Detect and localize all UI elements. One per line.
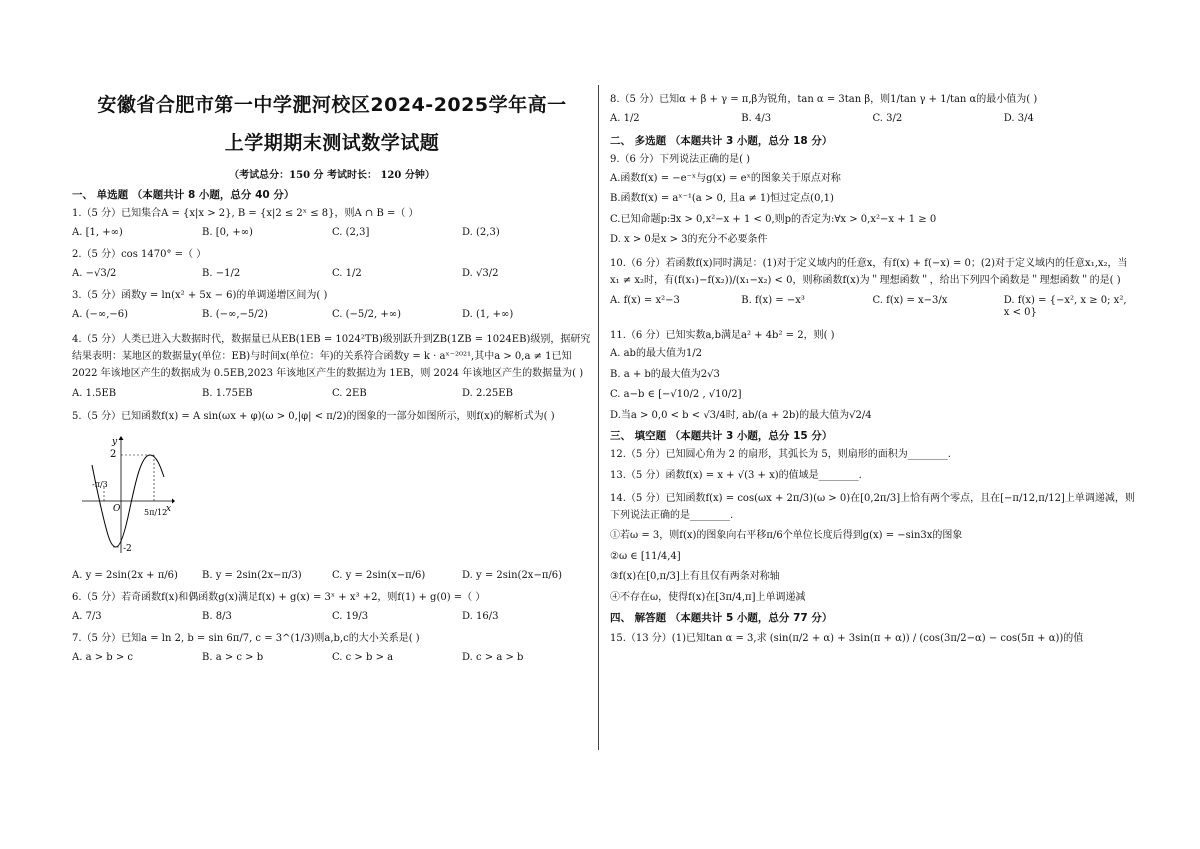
option-b: B. 4/3	[741, 112, 772, 124]
option-c: C. f(x) = x−3/x	[872, 294, 948, 306]
question-14	[610, 490, 1135, 604]
options-row	[610, 295, 1135, 320]
label-y-max: 2	[110, 449, 117, 461]
question-1	[72, 208, 592, 239]
options-row	[72, 652, 592, 665]
option-d: D. 2.25EB	[462, 388, 513, 400]
question-3	[72, 290, 592, 321]
option-b: B. −1/2	[202, 267, 241, 279]
option-c: C. c > b > a	[332, 651, 394, 663]
options-row	[72, 388, 592, 401]
section-heading-multiple-choice: 二、 多选题 （本题共计 3 小题，总分 18 分）	[610, 135, 833, 147]
option-d: D. 3/4	[1003, 112, 1034, 124]
question-13: 13.（5 分）函数f(x) = x + √(3 + x)的值域是________.	[610, 469, 862, 481]
option-c: C. 2EB	[332, 388, 367, 400]
statement-1: ①若ω = 3，则f(x)的图象向右平移π/6个单位长度后得到g(x) = −sin3x的图象	[610, 530, 963, 542]
option-c: C. (−5/2, +∞)	[332, 308, 401, 320]
option-b: B. 8/3	[202, 610, 232, 622]
statement-4: ④不存在ω，使得f(x)在[3π/4,π]上单调递减	[610, 591, 806, 603]
sine-graph-figure	[80, 435, 175, 555]
option-a: A. 7/3	[72, 610, 102, 622]
option-c: C. y = 2sin(x−π/6)	[332, 569, 426, 581]
question-stem: 1.（5 分）已知集合A = {x|x > 2}, B = {x|2 ≤ 2ˣ ≤ 8}，则A ∩ B =（ ）	[72, 208, 419, 220]
question-stem: 14.（5 分）已知函数f(x) = cos(ωx + 2π/3)(ω > 0)在[0,2π/3]上恰有两个零点，且在[−π/12,π/12]上单调递减，则下列说法正确的是________.	[610, 493, 1135, 522]
option-d: D. c > a > b	[462, 651, 524, 663]
option-b: B. y = 2sin(2x−π/3)	[202, 569, 302, 581]
question-6	[72, 592, 592, 623]
label-axis-x: x	[166, 504, 172, 515]
option-a: A. 1.5EB	[72, 388, 117, 400]
label-x-right: 5π/12	[144, 508, 168, 518]
section-heading-single-choice: 一、 单选题 （本题共计 8 小题，总分 40 分）	[72, 189, 295, 201]
option-a: A. [1, +∞)	[72, 226, 123, 238]
question-8	[610, 94, 1135, 125]
options-row	[72, 268, 592, 281]
exam-title-line2: 上学期期末测试数学试题	[224, 131, 440, 154]
options-row	[72, 570, 592, 583]
option-a: A. 1/2	[610, 112, 640, 124]
option-c: C. a−b ∈ [−√10/2 , √10/2]	[610, 389, 742, 401]
question-2	[72, 249, 592, 280]
options-row	[72, 309, 592, 322]
question-15: 15.（13 分）(1)已知tan α = 3,求 (sin(π/2 + α) + 3sin(π + α)) / (cos(3π/2−α) − cos(5π + α))的值	[610, 633, 1084, 645]
option-a: A. (−∞,−6)	[72, 308, 129, 320]
exam-meta: （考试总分：150 分 考试时长： 120 分钟）	[229, 169, 435, 181]
question-stem: 11.（6 分）已知实数a,b满足a² + 4b² = 2，则( )	[610, 329, 835, 341]
option-d: D. (1, +∞)	[462, 308, 514, 320]
option-a: A. a > b > c	[72, 651, 134, 663]
statement-3: ③f(x)在[0,π/3]上有且仅有两条对称轴	[610, 571, 780, 583]
option-d: D. 16/3	[462, 610, 499, 622]
option-b: B. 1.75EB	[202, 388, 253, 400]
label-y-min: -2	[123, 544, 132, 555]
option-b: B.函数f(x) = aˣ⁻¹(a > 0, 且a ≠ 1)恒过定点(0,1)	[610, 193, 834, 205]
option-c: C. 3/2	[872, 112, 903, 124]
question-7	[72, 633, 592, 664]
option-c: C. (2,3]	[332, 226, 370, 238]
question-stem: 4.（5 分）人类已进入大数据时代，数据量已从EB(1EB = 1024²TB)级别跃升到ZB(1ZB = 1024EB)级别，据研究结果表明：某地区的数据量y(单位：EB)与时间x(单位：年)的关系符合函数y = k · aˣ⁻²⁰²¹,其中a > 0,a ≠ 1已知 2022 年该地区产生的数据成为 0.5EB,2023 年该地区产生的数据边为 1EB，则 2024 年该地区产生的数据量为( )	[72, 334, 591, 380]
label-x-left: -π/3	[92, 480, 108, 490]
question-stem: 7.（5 分）已知a = ln 2, b = sin 6π/7, c = 3^(1/3)则a,b,c的大小关系是( )	[72, 633, 420, 645]
question-10	[610, 255, 1135, 320]
option-c: C. 19/3	[332, 610, 369, 622]
option-a: A. f(x) = x²−3	[610, 294, 680, 306]
option-a: A.函数f(x) = −e⁻ˣ与g(x) = eˣ的图象关于原点对称	[610, 172, 841, 184]
question-stem: 10.（6 分）若函数f(x)同时满足：(1)对于定义域内的任意x，有f(x) + f(−x) = 0；(2)对于定义域内的任意x₁,x₂，当x₁ ≠ x₂时，有(f(x₁)−f(x₂))/(x₁−x₂) < 0，则称函数f(x)为＂理想函数＂，给出下列四个函数是＂理想函数＂的是( )	[610, 257, 1128, 286]
question-stem: 8.（5 分）已知α + β + γ = π,β为锐角，tan α = 3tan β，则1/tan γ + 1/tan α的最小值为( )	[610, 94, 1038, 105]
question-stem: 5.（5 分）已知函数f(x) = A sin(ωx + φ)(ω > 0,|φ| < π/2)的图象的一部分如图所示，则f(x)的解析式为( )	[72, 410, 555, 422]
option-a: A. y = 2sin(2x + π/6)	[72, 569, 178, 581]
question-stem: 9.（6 分）下列说法正确的是( )	[610, 154, 751, 166]
left-column	[72, 80, 592, 674]
option-b: B. a + b的最大值为2√3	[610, 368, 720, 380]
option-b: B. a > c > b	[202, 651, 264, 663]
options-row	[72, 611, 592, 624]
question-4	[72, 331, 592, 401]
question-5	[72, 411, 592, 583]
option-d: D. x > 0是x > 3的充分不必要条件	[610, 234, 768, 246]
options-row	[72, 227, 592, 240]
options-row	[610, 113, 1135, 126]
option-d: D. (2,3)	[462, 226, 500, 238]
y-axis-arrow	[119, 436, 124, 440]
option-c: C. 1/2	[332, 267, 362, 279]
label-origin: O	[113, 504, 121, 515]
right-column	[610, 80, 1135, 652]
option-b: B. f(x) = −x³	[741, 294, 805, 306]
section-heading-answer: 四、 解答题 （本题共计 5 小题，总分 77 分）	[610, 612, 833, 625]
exam-title-line1: 安徽省合肥市第一中学淝河校区2024-2025学年高一	[97, 94, 567, 116]
option-c: C.已知命题p:∃x > 0,x²−x + 1 < 0,则p的否定为:∀x > 0,x²−x + 1 ≥ 0	[610, 213, 937, 225]
option-d: D. √3/2	[462, 267, 499, 279]
section-heading-fill-blank: 三、 填空题 （本题共计 3 小题，总分 15 分）	[610, 430, 833, 443]
statement-2: ②ω ∈ [11/4,4]	[610, 550, 681, 562]
label-axis-y: y	[112, 437, 118, 448]
option-d: D.当a > 0,0 < b < √3/4时, ab/(a + 2b)的最大值为√2/4	[610, 409, 872, 421]
option-a: A. −√3/2	[72, 267, 117, 279]
option-b: B. (−∞,−5/2)	[202, 308, 268, 320]
column-divider	[598, 85, 599, 750]
option-d: D. f(x) = {−x², x ≥ 0; x², x < 0}	[1003, 294, 1127, 319]
question-11	[610, 330, 1135, 423]
question-9	[610, 154, 1135, 247]
option-a: A. ab的最大值为1/2	[610, 348, 703, 360]
question-12: 12.（5 分）已知圆心角为 2 的扇形，其弧长为 5，则扇形的面积为________.	[610, 449, 951, 461]
option-d: D. y = 2sin(2x−π/6)	[462, 569, 563, 581]
question-stem: 3.（5 分）函数y = ln(x² + 5x − 6)的单调递增区间为( )	[72, 290, 328, 302]
option-b: B. [0, +∞)	[202, 226, 253, 238]
question-stem: 6.（5 分）若奇函数f(x)和偶函数g(x)满足f(x) + g(x) = 3ˣ + x³ +2，则f(1) + g(0) =（ ）	[72, 592, 486, 604]
x-axis-arrow	[172, 499, 175, 504]
question-stem: 2.（5 分）cos 1470° =（ ）	[72, 249, 207, 261]
